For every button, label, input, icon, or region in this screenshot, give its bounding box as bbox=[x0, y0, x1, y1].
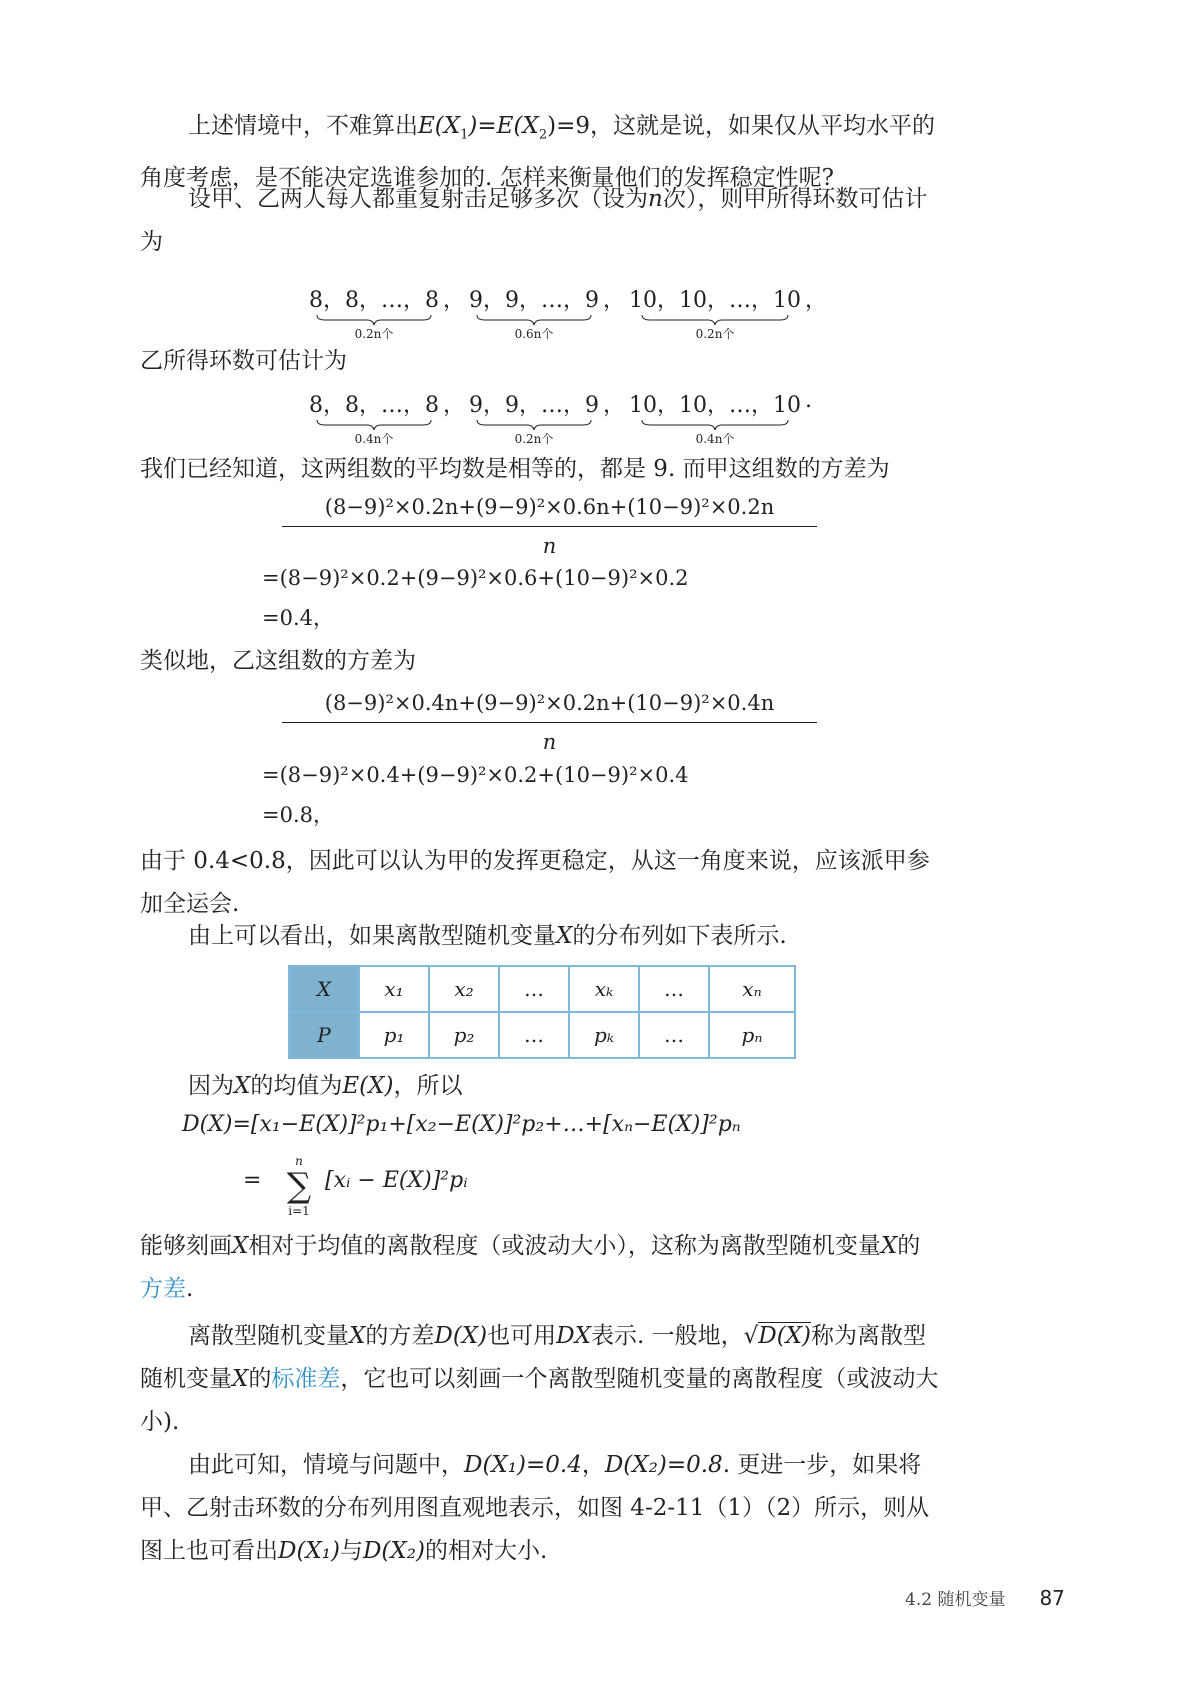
table-cell: x₁ bbox=[359, 966, 429, 1012]
sqrt-icon: √ bbox=[743, 1323, 759, 1349]
yi-score-groups: 8，8，…，8 0.4n个 ， 9，9，…，9 0.2n个 ， 10，10，…，10 0.4n个 . bbox=[305, 388, 812, 447]
fraction-bar bbox=[282, 722, 817, 723]
jia-variance-step1: =(8−9)²×0.2+(9−9)²×0.6+(10−9)²×0.2 bbox=[262, 566, 689, 590]
table-header-cell: P bbox=[289, 1012, 359, 1058]
brace-group: 10，10，…，10 0.2n个 bbox=[629, 288, 802, 341]
brace-group: 9，9，…，9 0.6n个 bbox=[469, 288, 600, 341]
paragraph-yi-variance-intro: 类似地，乙这组数的方差为 bbox=[140, 648, 416, 674]
table-cell: … bbox=[639, 966, 709, 1012]
yi-variance-fraction: (8−9)²×0.4n+(9−9)²×0.2n+(10−9)²×0.4n n bbox=[282, 688, 817, 757]
underbrace-icon bbox=[475, 419, 593, 431]
table-cell: pₖ bbox=[569, 1012, 639, 1058]
table-cell: xₙ bbox=[709, 966, 795, 1012]
distribution-table bbox=[288, 965, 796, 1059]
paragraph-intro: 上述情境中，不难算出$E(X_1)=E(X_2)=9$，这就是说，如果仅从平均水平的角度考虑，是不能决定选谁参加的. 怎样来衡量他们的发挥稳定性呢? bbox=[140, 113, 935, 191]
fraction-bar bbox=[282, 526, 817, 527]
paragraph-standard-deviation: 离散型随机变量X的方差D(X)也可用DX表示. 一般地，√D(X)称为离散型随机变量X的标准差，它也可以刻画一个离散型随机变量的离散程度（或波动大小). bbox=[140, 1323, 939, 1435]
brace-group: 10，10，…，10 0.4n个 bbox=[629, 393, 802, 446]
page-footer bbox=[905, 1585, 1065, 1610]
paragraph-variance-definition: 能够刻画X相对于均值的离散程度（或波动大小），这称为离散型随机变量X的方差. bbox=[140, 1233, 921, 1302]
underbrace-icon bbox=[640, 314, 790, 326]
jia-variance-fraction: (8−9)²×0.2n+(9−9)²×0.6n+(10−9)²×0.2n n bbox=[282, 492, 817, 561]
underbrace-icon bbox=[315, 314, 433, 326]
paragraph-mean-of-x: 因为X的均值为E(X)，所以 bbox=[188, 1073, 463, 1099]
table-cell: pₙ bbox=[709, 1012, 795, 1058]
table-row bbox=[289, 966, 795, 1012]
table-row bbox=[289, 1012, 795, 1058]
brace-group: 9，9，…，9 0.2n个 bbox=[469, 393, 600, 446]
paragraph-comparison: 由此可知，情境与问题中，D(X₁)=0.4，D(X₂)=0.8. 更进一步，如果将甲、乙射击环数的分布列用图直观地表示，如图 4-2-11（1）（2）所示，则从图上也可看出D(X₁)与D(X₂)的相对大小. bbox=[140, 1452, 930, 1564]
brace-group: 8，8，…，8 0.4n个 bbox=[309, 393, 439, 446]
paragraph-repeat-shooting: 设甲、乙两人每人都重复射击足够多次（设为n次），则甲所得环数可估计为 bbox=[140, 186, 928, 255]
yi-variance-step1: =(8−9)²×0.4+(9−9)²×0.2+(10−9)²×0.4 bbox=[262, 763, 689, 787]
jia-score-groups: 8，8，…，8 0.2n个 ， 9，9，…，9 0.6n个 ， 10，10，…，10 0.2n个 ， bbox=[305, 283, 827, 342]
underbrace-icon bbox=[640, 419, 790, 431]
keyword-standard-deviation: 标准差 bbox=[271, 1366, 341, 1392]
table-header-cell: X bbox=[289, 966, 359, 1012]
brace-group: 8，8，…，8 0.2n个 bbox=[309, 288, 439, 341]
table-cell: p₁ bbox=[359, 1012, 429, 1058]
table-cell: xₖ bbox=[569, 966, 639, 1012]
paragraph-mean-equal: 我们已经知道，这两组数的平均数是相等的，都是 9. 而甲这组数的方差为 bbox=[140, 456, 890, 482]
table-cell: p₂ bbox=[429, 1012, 499, 1058]
jia-variance-result: =0.4， bbox=[262, 606, 334, 630]
table-cell: … bbox=[499, 1012, 569, 1058]
table-cell: … bbox=[499, 966, 569, 1012]
table-cell: … bbox=[639, 1012, 709, 1058]
paragraph-distribution-intro: 由上可以看出，如果离散型随机变量X的分布列如下表所示. bbox=[188, 923, 787, 949]
keyword-variance: 方差 bbox=[140, 1276, 186, 1302]
table-cell: x₂ bbox=[429, 966, 499, 1012]
page-number: 87 bbox=[1039, 1586, 1065, 1610]
textbook-page: 上述情境中，不难算出$E(X_1)=E(X_2)=9$，这就是说，如果仅从平均水平的角度考虑，是不能决定选谁参加的. 怎样来衡量他们的发挥稳定性呢? 设甲、乙两人每人都重复射击足够多次（设为n次），则甲所得环数可估计为 8，8，…，8 0.2n个 ， 9，9，…，9 0.6n个 ， 10，10，…，10 0.2n个 ， 乙所得环数可估计为 8，8，…，8 0.4n个 ， 9，9，…，9 0.2n个 ， 10，10，…，10 0.4n个 . 我们已经知道，这两组数的平均数是相等的，都是 9. 而甲这组数的方差为 (8−9)²×0.2n+(9−9)²×0.6n+(10−9)²×0.2n n =(8−9)²×0.2+(9−9)²×0.6+(10−9)²×0.2 =0.4， 类似地，乙这组数的方差为 (8−9)²×0.4n+(9−9)²×0.2n+(10−9)²×0.4n n =(8−9)²×0.4+(9−9)²×0.2+(10−9)²×0.4 =0.8， 由于 0.4<0.8，因此可以认为甲的发挥更稳定，从这一角度来说，应该派甲参加全运会. 由上可以看出，如果离散型随机变量X的分布列如下表所示. X x₁ x₂ … xₖ … xₙ P p₁ p₂ … pₖ … pₙ 因为X的均值为E(X)，所以 D(X)=[x₁−E(X)]²p₁+[x₂−E(X)]²p₂+…+[xₙ−E(X)]²pₙ = n ∑ i=1 [xᵢ − E(X)]²pᵢ 能够刻画X相对于均值的离散程度（或波动大小），这称为离散型随机变量X的方差. 离散型随机变量X的方差D(X)也可用DX表示. 一般地，√D(X)称为离散型随机变量X的标准差，它也可以刻画一个离散型随机变量的离散程度（或波动大小). 由此可知，情境与问题中，D(X₁)=0.4，D(X₂)=0.8. 更进一步，如果将甲、乙射击环数的分布列用图直观地表示，如图 4-2-11（1）（2）所示，则从图上也可看出D(X₁)与D(X₂)的相对大小. 4.2 随机变量 87 bbox=[0, 0, 1191, 1684]
section-label: 4.2 随机变量 bbox=[905, 1590, 1006, 1610]
sigma-icon: n ∑ i=1 bbox=[286, 1154, 312, 1218]
paragraph-yi-intro: 乙所得环数可估计为 bbox=[140, 348, 347, 374]
yi-variance-result: =0.8， bbox=[262, 803, 334, 827]
underbrace-icon bbox=[315, 419, 433, 431]
variance-definition-formula: D(X)=[x₁−E(X)]²p₁+[x₂−E(X)]²p₂+…+[xₙ−E(X)]²pₙ bbox=[182, 1112, 741, 1137]
paragraph-conclusion: 由于 0.4<0.8，因此可以认为甲的发挥更稳定，从这一角度来说，应该派甲参加全运会. bbox=[140, 848, 930, 917]
underbrace-icon bbox=[475, 314, 593, 326]
